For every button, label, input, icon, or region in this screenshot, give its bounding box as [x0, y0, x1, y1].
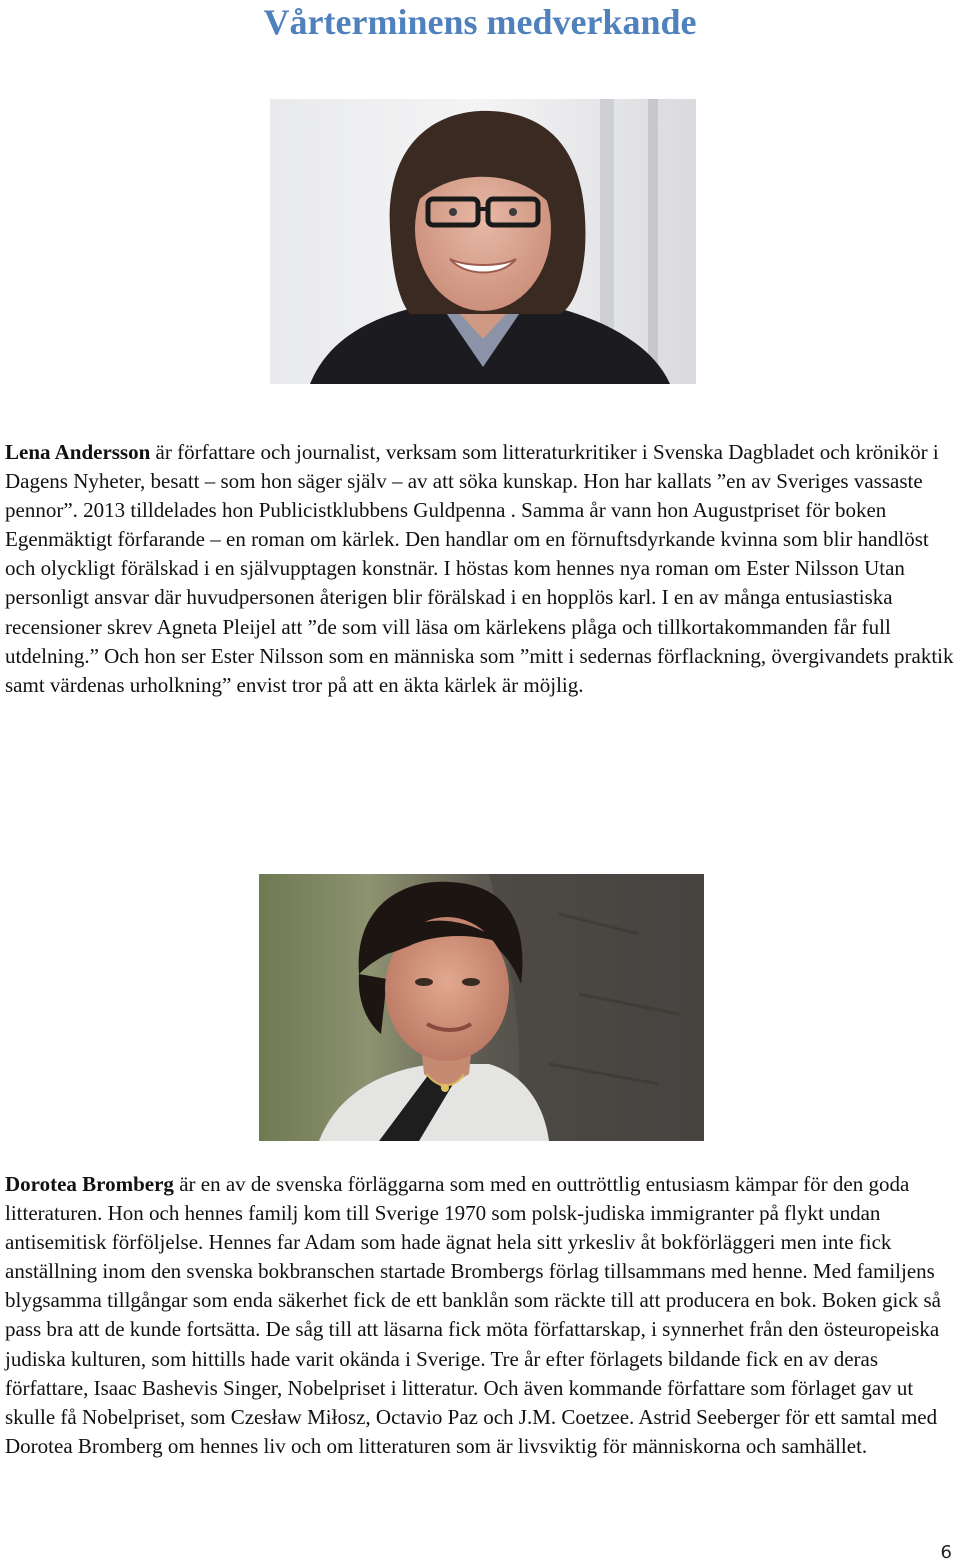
person-name: Dorotea Bromberg — [5, 1172, 174, 1196]
bio-text: är författare och journalist, verksam som litteraturkritiker i Svenska Dagbladet och krönikör i Dagens Nyheter, besatt – som hon säger själv – av att söka kunskap. Hon har kallats ”en av Sveriges vassaste pennor”. 2013 tilldelades hon Publicistklubbens Guldpenna . Samma år vann hon Augustpriset för boken Egenmäktigt förfarande – en roman om kärlek. Den handlar om en förnuftsdyrkande kvinna som blir handlöst och olyckligt förälskad i en självupptagen konstnär. I höstas kom hennes nya roman om Ester Nilsson Utan personligt ansvar där huvudpersonen återigen blir förälskad i en hopplös karl. I en av många entusiastiska recensioner skrev Agneta Pleijel att ”de som vill läsa om kärlekens plåga och tillkortakommanden får full utdelning.” Och hon ser Ester Nilsson som en människa som ”mitt i sedernas förflackning, övergivandets praktik samt värdenas urholkning” envist tror på att en äkta kärlek är möjlig. — [5, 440, 954, 697]
page-number: 6 — [940, 1542, 952, 1563]
bio-paragraph-dorotea-bromberg — [5, 1170, 957, 1461]
person-name: Lena Andersson — [5, 440, 151, 464]
portrait-photo-dorotea-bromberg — [259, 874, 704, 1141]
portrait-photo-lena-andersson — [270, 99, 696, 384]
bio-paragraph-lena-andersson — [5, 438, 957, 700]
page-title: Vårterminens medverkande — [263, 2, 697, 42]
bio-text: är en av de svenska förläggarna som med en outtröttlig entusiasm kämpar för den goda litteraturen. Hon och hennes familj kom till Sverige 1970 som polsk-judiska immigranter på flykt undan antisemitisk förföljelse. Hennes far Adam som hade ägnat hela sitt yrkesliv åt bokförläggeri men inte fick anställning inom den svenska bokbranschen startade Brombergs förlag tillsammans med henne. Med familjens blygsamma tillgångar som enda säkerhet fick de ett banklån som räckte till att producera en bok. Boken gick så pass bra att de kunde fortsätta. De såg till att läsarna fick möta författarskap, i synnerhet från den östeuropeiska judiska kulturen, som hittills hade varit okända i Sverige. Tre år efter förlagets bildande fick en av deras författare, Isaac Bashevis Singer, Nobelpriset i litteratur. Och även kommande författare som förlaget gav ut skulle få Nobelpriset, som Czesław Miłosz, Octavio Paz och J.M. Coetzee. Astrid Seeberger för ett samtal med Dorotea Bromberg om hennes liv och om litteraturen som är livsviktig för människorna och samhället. — [5, 1172, 941, 1458]
